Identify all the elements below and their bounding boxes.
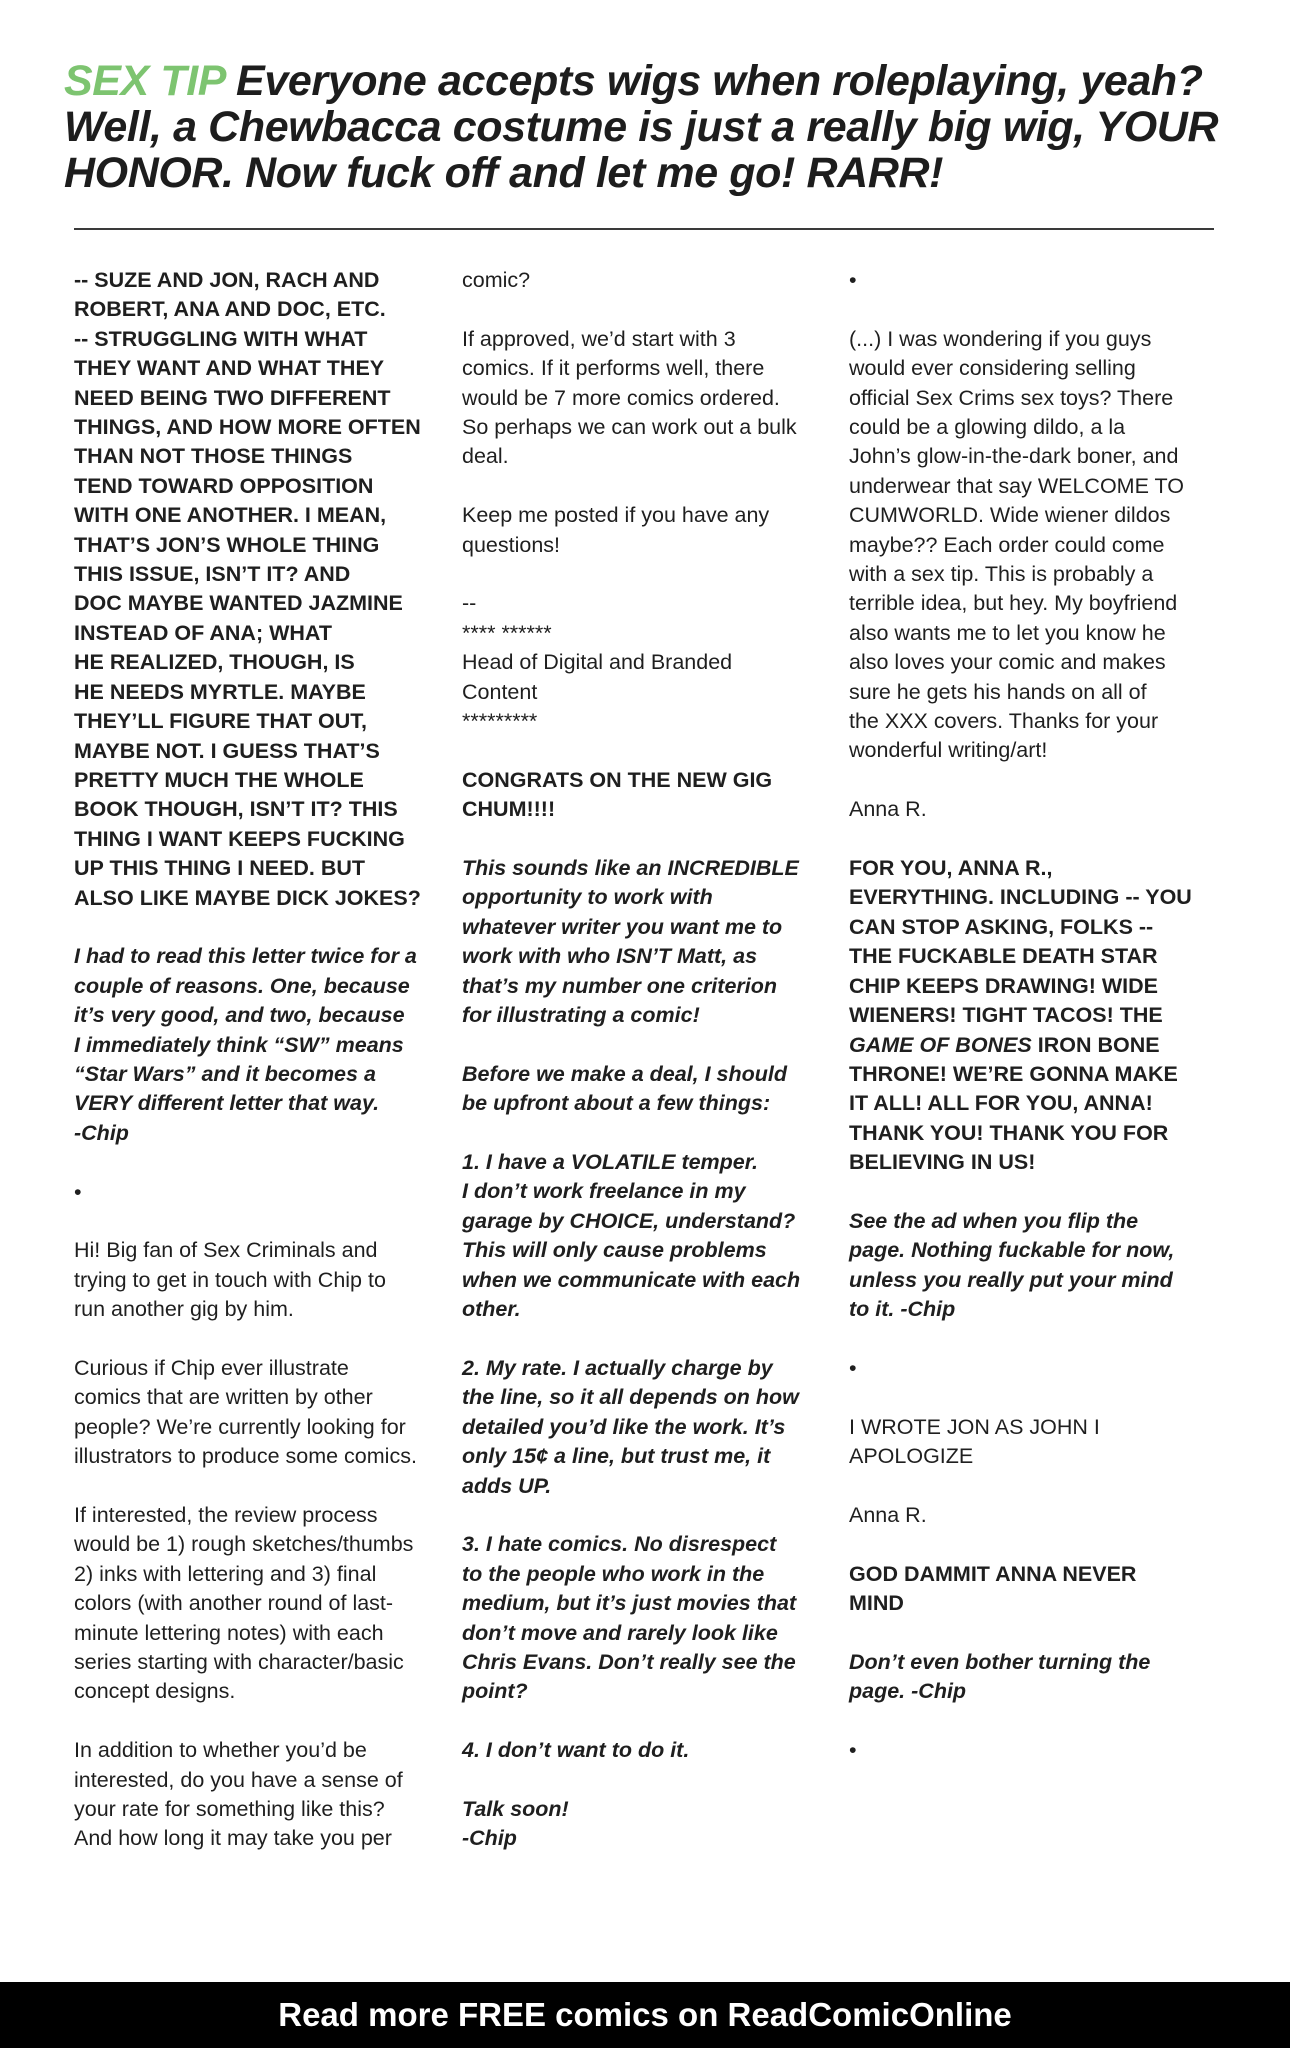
response-caps-part: FOR YOU, ANNA R., EVERYTHING. INCLUDING -- YOU CAN STOP ASKING, FOLKS -- THE FUCKABLE DEATH STAR CHIP KEEPS DRAWING! WIDE WIENERS! TIGHT TACOS! THE bbox=[849, 856, 1192, 1028]
column-1 bbox=[74, 266, 456, 1883]
chip-reply-paragraph: 2. My rate. I actually charge by the line, so it all depends on how detailed you’d like the work. It’s only 15¢ a line, but trust me, it adds UP. bbox=[462, 1355, 799, 1498]
bullet-separator: • bbox=[74, 1179, 82, 1204]
letter-paragraph: In addition to whether you’d be interested, do you have a sense of your rate for something like this? And how long it may take you per bbox=[74, 1738, 403, 1851]
sex-tip-label: SEX TIP bbox=[64, 57, 225, 105]
column-2 bbox=[462, 266, 842, 1883]
column-3 bbox=[849, 266, 1227, 1795]
chip-reply-paragraph: 4. I don’t want to do it. bbox=[462, 1738, 690, 1763]
chip-reply-paragraph: 3. I hate comics. No disrespect to the people who work in the medium, but it’s just movies that don’t move and rarely look like Chris Evans. Don’t really see the point? bbox=[462, 1532, 797, 1704]
bullet-separator: • bbox=[849, 1355, 857, 1380]
letter-paragraph: comic? bbox=[462, 268, 531, 292]
footer-banner bbox=[0, 1982, 1290, 2048]
response-caps-text: CONGRATS ON THE NEW GIG CHUM!!!! bbox=[462, 767, 773, 822]
response-caps-part: IRON BONE THRONE! WE’RE GONNA MAKE IT ALL! ALL FOR YOU, ANNA! THANK YOU! THANK YOU FOR BELIEVING IN US! bbox=[849, 1032, 1178, 1175]
response-caps-text: GOD DAMMIT ANNA NEVER MIND bbox=[849, 1561, 1137, 1616]
letter-paragraph: If approved, we’d start with 3 comics. If it performs well, there would be 7 more comics ordered. So perhaps we can work out a bulk deal. bbox=[462, 326, 797, 469]
letter-signature: Anna R. bbox=[849, 1502, 927, 1527]
letter-paragraph: If interested, the review process would be 1) rough sketches/thumbs 2) inks with lettering and 3) final colors (with another round of last- minute lettering notes) with each series starting with character/basic concept designs. bbox=[74, 1502, 414, 1704]
chip-reply-signoff: Talk soon! -Chip bbox=[462, 1796, 569, 1851]
letter-paragraph: Curious if Chip ever illustrate comics that are written by other people? We’re currently looking for illustrators to produce some comics. bbox=[74, 1355, 417, 1469]
letter-paragraph: Keep me posted if you have any questions! bbox=[462, 503, 770, 557]
response-caps-text bbox=[849, 854, 1227, 1177]
chip-reply-paragraph: Before we make a deal, I should be upfront about a few things: bbox=[462, 1061, 787, 1116]
chip-reply-paragraph: See the ad when you flip the page. Nothing fuckable for now, unless you really put your mind to it. -Chip bbox=[849, 1208, 1175, 1322]
page-header bbox=[64, 58, 1234, 196]
chip-reply-paragraph: 1. I have a VOLATILE temper. I don’t work freelance in my garage by CHOICE, understand? This will only cause problems when we communicate with each other. bbox=[462, 1150, 801, 1322]
chip-reply-1: I had to read this letter twice for a couple of reasons. One, because it’s very good, and two, because I immediately think “SW” means “Star Wars” and it becomes a VERY different letter that way. -Chip bbox=[74, 944, 417, 1145]
letter-paragraph: Hi! Big fan of Sex Criminals and trying to get in touch with Chip to run another gig by him. bbox=[74, 1238, 386, 1322]
bullet-separator: • bbox=[849, 268, 857, 292]
letter-signature: Anna R. bbox=[849, 797, 927, 822]
letter-paragraph: (...) I was wondering if you guys would ever considering selling official Sex Crims sex toys? There could be a glowing dildo, a la John’s glow-in-the-dark boner, and underwear that say WELCOME TO CUMWORLD. Wide wiener dildos maybe?? Each order could come with a sex tip. This is probably a terrible idea, but hey. My boyfriend also wants me to let you know he also loves your comic and makes sure he gets his hands on all of the XXX covers. Thanks for your wonderful writing/art! bbox=[849, 326, 1184, 763]
chip-reply-paragraph: This sounds like an INCREDIBLE opportunity to work with whatever writer you want me to work with who ISN’T Matt, as that’s my number one criterion for illustrating a comic! bbox=[462, 856, 799, 1028]
sex-tip-text: Everyone accepts wigs when roleplaying, yeah? Well, a Chewbacca costume is just a really big wig, YOUR HONOR. Now fuck off and let me go! RARR! bbox=[64, 57, 1219, 197]
chip-reply-paragraph: Don’t even bother turning the page. -Chip bbox=[849, 1649, 1151, 1704]
letter-signature: -- **** ****** Head of Digital and Branded Content ********* bbox=[462, 591, 733, 734]
game-of-bones-title: GAME OF BONES bbox=[849, 1032, 1032, 1057]
header-divider bbox=[74, 228, 1214, 230]
response-caps-text: -- SUZE AND JON, RACH AND ROBERT, ANA AND DOC, ETC. -- STRUGGLING WITH WHAT THEY WANT AND WHAT THEY NEED BEING TWO DIFFERENT THINGS, AND HOW MORE OFTEN THAN NOT THOSE THINGS TEND TOWARD OPPOSITION WITH ONE ANOTHER. I MEAN, THAT’S JON’S WHOLE THING THIS ISSUE, ISN’T IT? AND DOC MAYBE WANTED JAZMINE INSTEAD OF ANA; WHAT HE REALIZED, THOUGH, IS HE NEEDS MYRTLE. MAYBE THEY’LL FIGURE THAT OUT, MAYBE NOT. I GUESS THAT’S PRETTY MUCH THE WHOLE BOOK THOUGH, ISN’T IT? THIS THING I WANT KEEPS FUCKING UP THIS THING I NEED. BUT ALSO LIKE MAYBE DICK JOKES? bbox=[74, 268, 421, 910]
bullet-separator: • bbox=[849, 1738, 857, 1763]
footer-link-text[interactable]: Read more FREE comics on ReadComicOnline bbox=[278, 1996, 1012, 2033]
letter-paragraph: I WROTE JON AS JOHN I APOLOGIZE bbox=[849, 1414, 1100, 1469]
